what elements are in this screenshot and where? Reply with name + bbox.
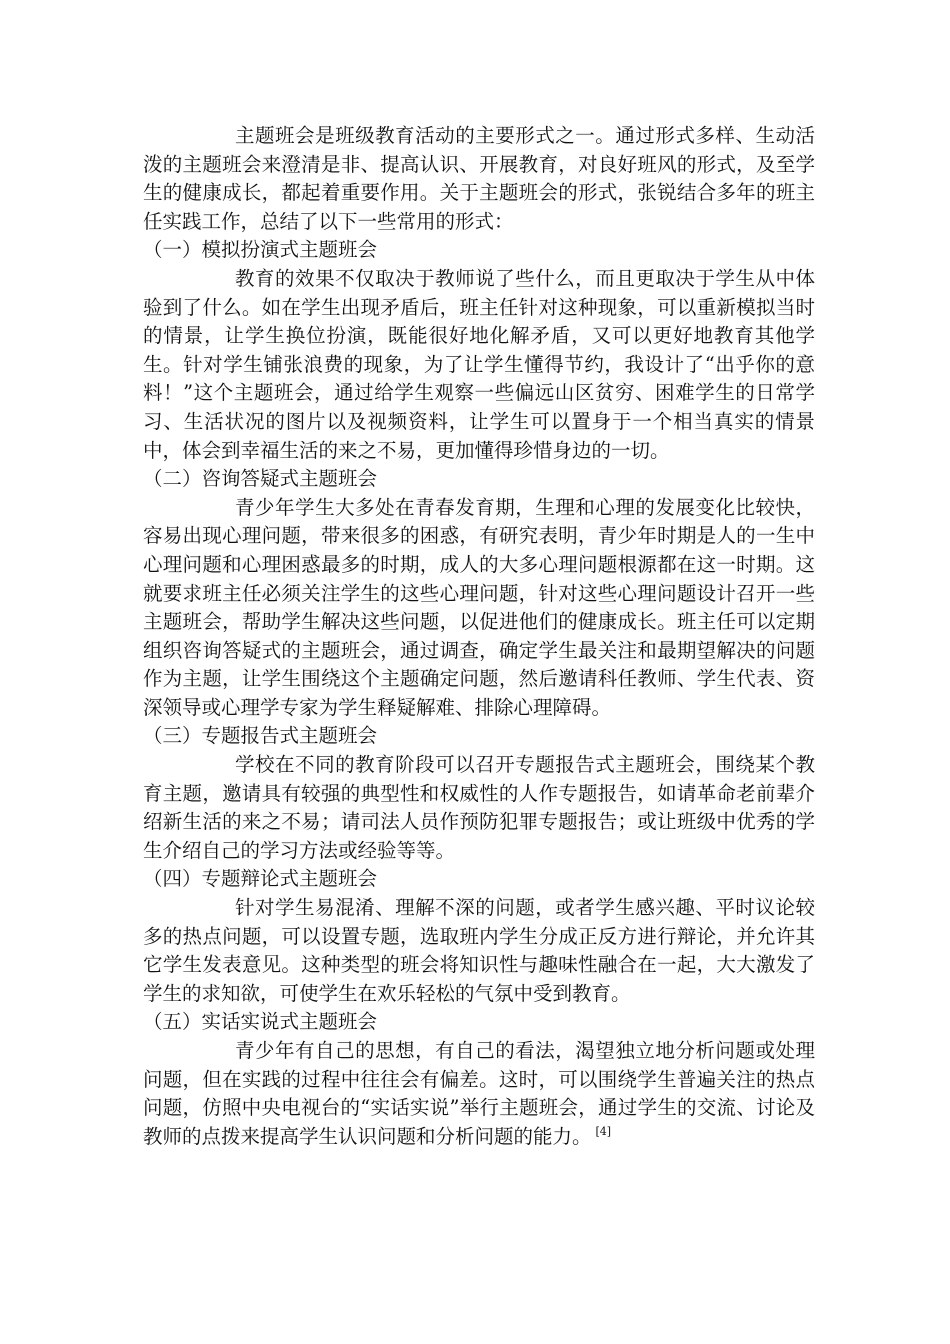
section-3-heading: （三）专题报告式主题班会 <box>143 724 378 748</box>
section-1-heading: （一）模拟扮演式主题班会 <box>143 238 378 262</box>
section-2-heading: （二）咨询答疑式主题班会 <box>143 467 378 491</box>
section-4-heading: （四）专题辩论式主题班会 <box>143 867 378 891</box>
citation-marker: [4] <box>595 1125 612 1139</box>
section-5-body: 青少年有自己的思想，有自己的看法，渴望独立地分析问题或处理问题，但在实践的过程中往往会有偏差。这时，可以围绕学生普遍关注的热点问题，仿照中央电视台的“实话实说”举行主题班会，通过学生的交流、讨论及教师的点拨来提高学生认识问题和分析问题的能力。 <box>143 1039 815 1148</box>
section-3-body: 学校在不同的教育阶段可以召开专题报告式主题班会，围绕某个教育主题，邀请具有较强的典型性和权威性的人作专题报告，如请革命老前辈介绍新生活的来之不易；请司法人员作预防犯罪专题报告；或让班级中优秀的学生介绍自己的学习方法或经验等等。 <box>143 753 815 862</box>
section-2-body: 青少年学生大多处在青春发育期，生理和心理的发展变化比较快，容易出现心理问题，带来很多的困惑，有研究表明，青少年时期是人的一生中心理问题和心理困惑最多的时期，成人的大多心理问题根源都在这一时期。这就要求班主任必须关注学生的这些心理问题，针对这些心理问题设计召开一些主题班会，帮助学生解决这些问题，以促进他们的健康成长。班主任可以定期组织咨询答疑式的主题班会，通过调查，确定学生最关注和最期望解决的问题作为主题，让学生围绕这个主题确定问题，然后邀请科任教师、学生代表、资深领导或心理学专家为学生释疑解难、排除心理障碍。 <box>143 495 815 719</box>
intro-paragraph: 主题班会是班级教育活动的主要形式之一。通过形式多样、生动活泼的主题班会来澄清是非、提高认识、开展教育，对良好班风的形式，及至学生的健康成长，都起着重要作用。关于主题班会的形式，张锐结合多年的班主任实践工作，总结了以下一些常用的形式： <box>143 124 815 233</box>
section-5-paragraph <box>143 1037 815 1151</box>
section-1-body: 教育的效果不仅取决于教师说了些什么，而且更取决于学生从中体验到了什么。如在学生出现矛盾后，班主任针对这种现象，可以重新模拟当时的情景，让学生换位扮演，既能很好地化解矛盾，又可以更好地教育其他学生。针对学生铺张浪费的现象，为了让学生懂得节约，我设计了“出乎你的意料！”这个主题班会，通过给学生观察一些偏远山区贫穷、困难学生的日常学习、生活状况的图片以及视频资料，让学生可以置身于一个相当真实的情景中，体会到幸福生活的来之不易，更加懂得珍惜身边的一切。 <box>143 266 815 462</box>
document-body <box>143 122 815 1151</box>
section-4-body: 针对学生易混淆、理解不深的问题，或者学生感兴趣、平时议论较多的热点问题，可以设置专题，选取班内学生分成正反方进行辩论，并允许其它学生发表意见。这种类型的班会将知识性与趣味性融合在一起，大大激发了学生的求知欲，可使学生在欢乐轻松的气氛中受到教育。 <box>143 896 815 1005</box>
section-5-heading: （五）实话实说式主题班会 <box>143 1010 378 1034</box>
